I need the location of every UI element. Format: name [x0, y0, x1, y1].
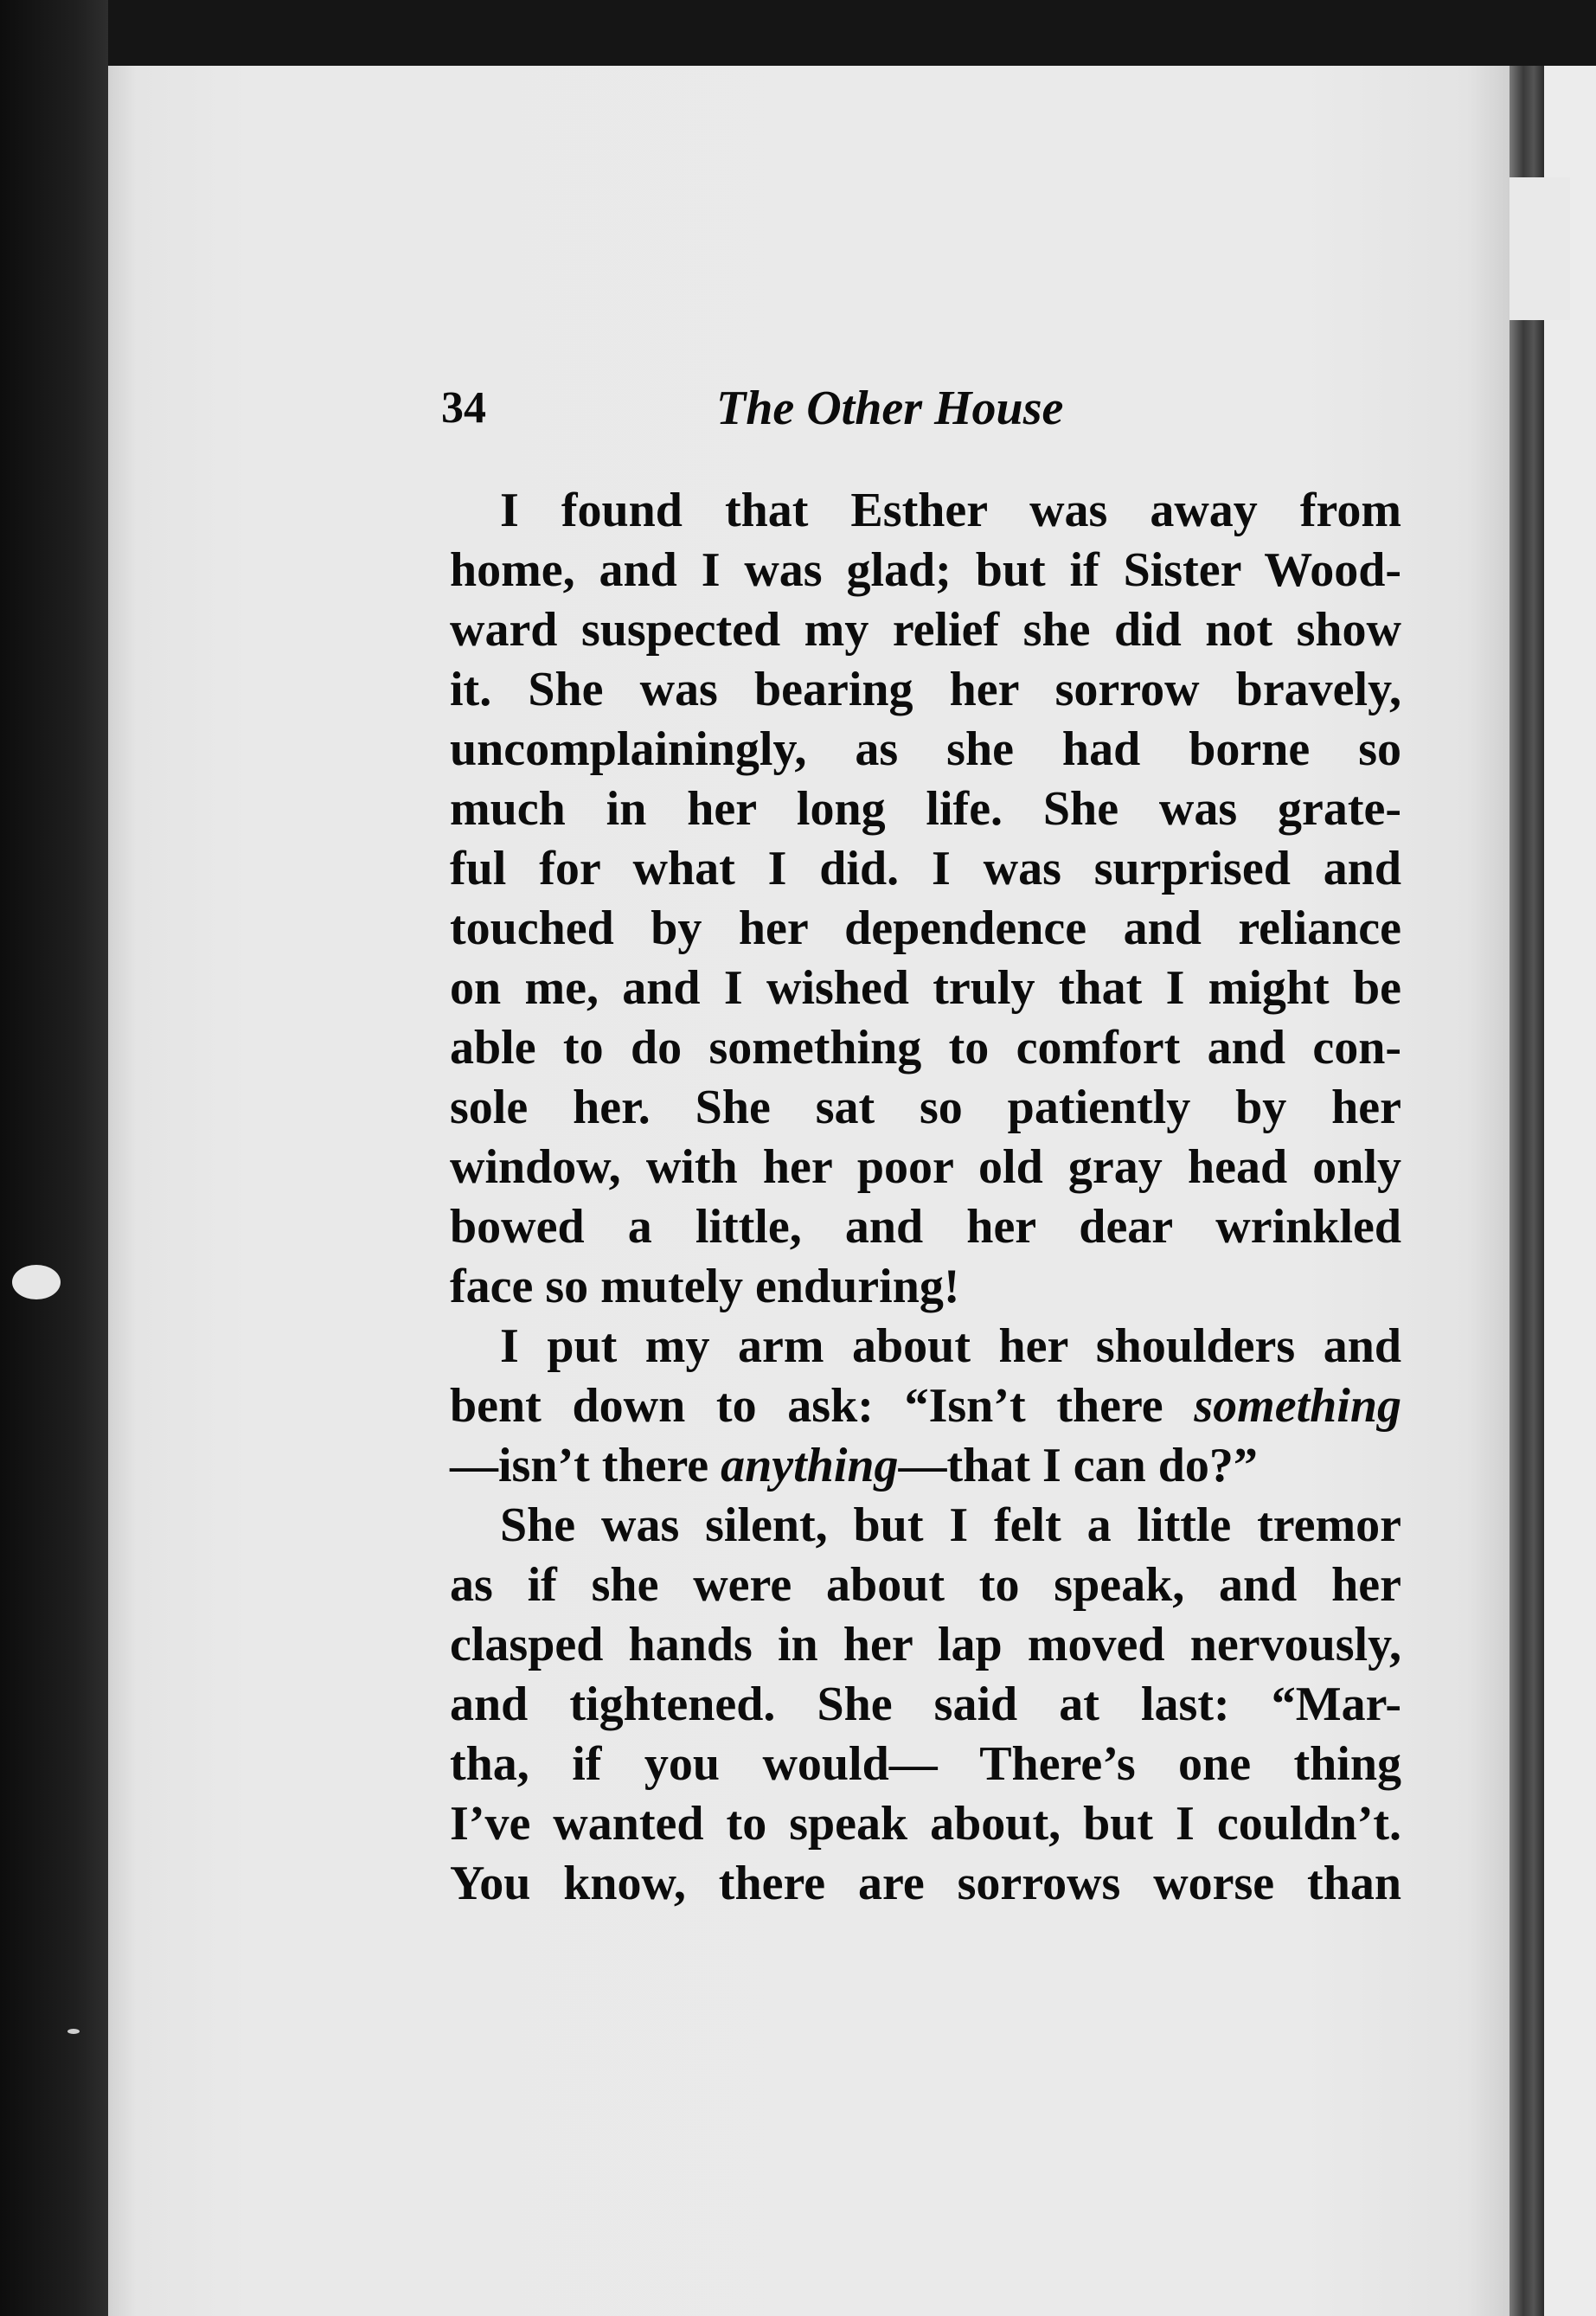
text-line: clasped hands in her lap moved nervously,: [450, 1618, 1401, 1671]
text-line: as if she were about to speak, and her: [450, 1558, 1401, 1612]
text-line: ward suspected my relief she did not show: [450, 603, 1401, 657]
text-line: I put my arm about her shoulders and: [500, 1319, 1401, 1373]
spine-notch: [1509, 177, 1570, 320]
text-line: You know, there are sorrows worse than: [450, 1857, 1401, 1910]
body-text: [450, 481, 1401, 1914]
text-line: touched by her dependence and reliance: [450, 901, 1401, 955]
text-line: home, and I was glad; but if Sister Wood-: [450, 543, 1401, 597]
text-line: uncomplainingly, as she had borne so: [450, 722, 1401, 776]
text-line: on me, and I wished truly that I might be: [450, 961, 1401, 1015]
scan-speck: [12, 1265, 61, 1299]
italic-word: anything: [721, 1439, 899, 1492]
page-header: [441, 374, 1393, 443]
text-line: and tightened. She said at last: “Mar-: [450, 1678, 1401, 1731]
text-line: much in her long life. She was grate-: [450, 782, 1401, 836]
text-line: tha, if you would— There’s one thing: [450, 1737, 1401, 1791]
text-line: it. She was bearing her sorrow bravely,: [450, 663, 1401, 716]
text-line: able to do something to comfort and con-: [450, 1021, 1401, 1075]
text-line: sole her. She sat so patiently by her: [450, 1081, 1401, 1134]
paragraph: [450, 481, 1401, 1317]
text-line: She was silent, but I felt a little tremor: [500, 1498, 1401, 1552]
scan-speck: [67, 2029, 80, 2034]
italic-word: something: [1194, 1379, 1401, 1433]
scan-right-margin: [1544, 66, 1596, 2316]
page-number: 34: [441, 383, 486, 433]
running-title: The Other House: [716, 382, 1064, 435]
book-spine: [1509, 66, 1544, 2316]
text-line: bent down to ask: “Isn’t there something: [450, 1379, 1401, 1433]
scan-left-border: [0, 0, 108, 2316]
paragraph: [450, 1496, 1401, 1914]
text-line: —isn’t there anything—that I can do?”: [450, 1439, 1258, 1492]
text-line: I found that Esther was away from: [500, 484, 1401, 537]
text-line: face so mutely enduring!: [450, 1260, 960, 1313]
scan-top-border: [0, 0, 1596, 67]
text-line: ful for what I did. I was surprised and: [450, 842, 1401, 895]
text-line: I’ve wanted to speak about, but I couldn’t.: [450, 1797, 1401, 1851]
text-line: bowed a little, and her dear wrinkled: [450, 1200, 1401, 1254]
paragraph: [450, 1317, 1401, 1496]
text-line: window, with her poor old gray head only: [450, 1140, 1401, 1194]
